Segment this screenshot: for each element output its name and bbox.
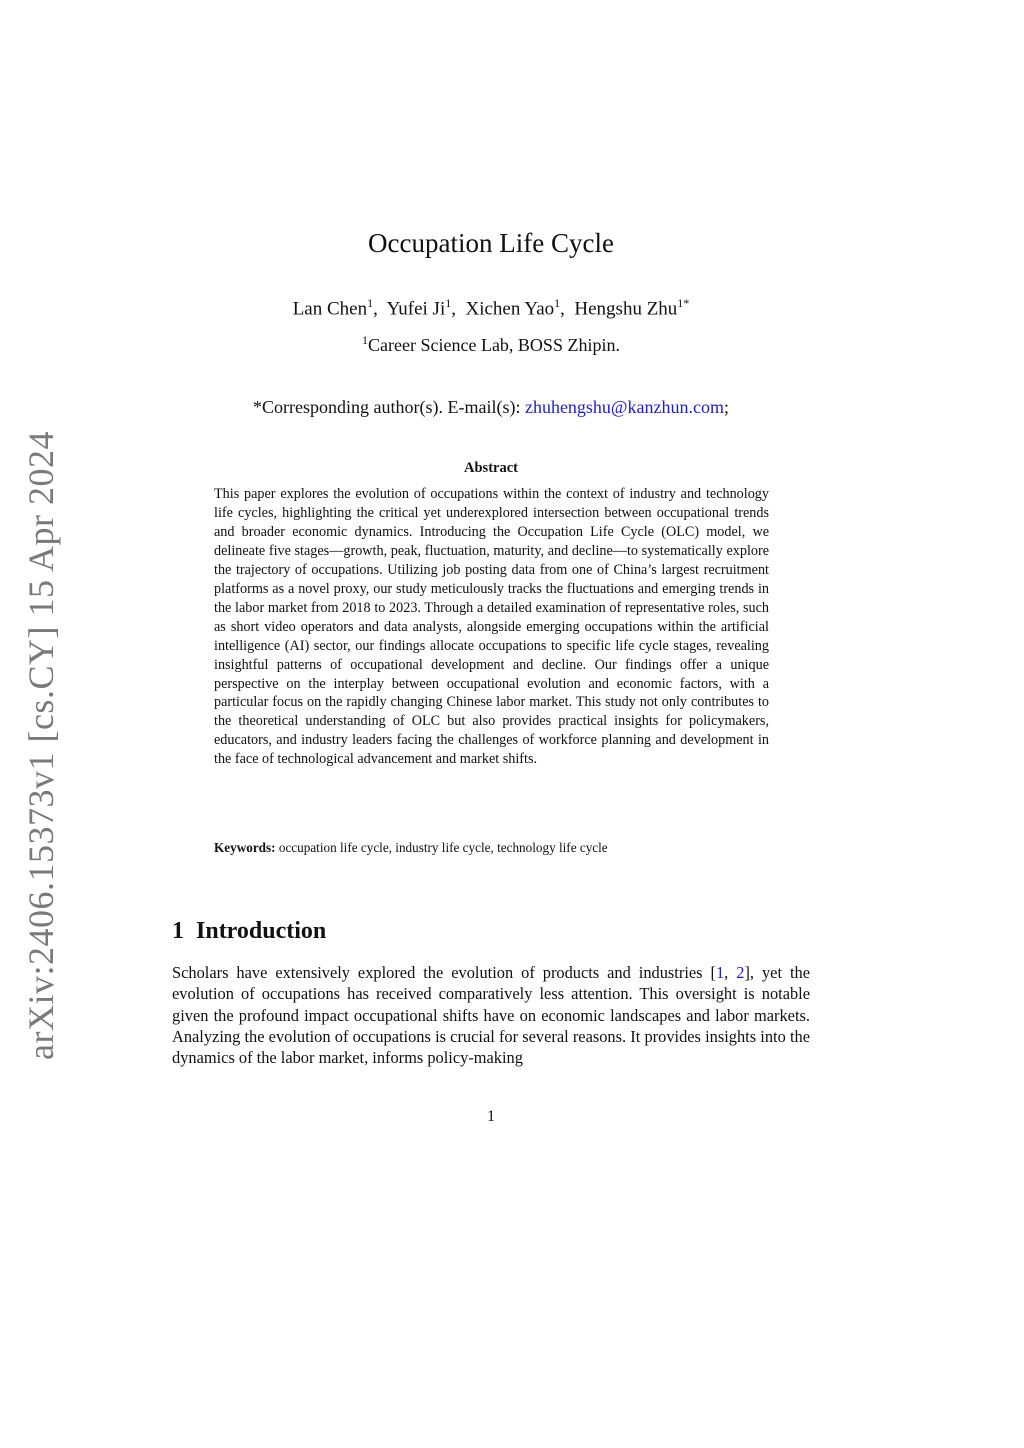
introduction-paragraph [172,962,810,1068]
citation-separator: , [724,963,737,982]
author-affiliation-mark: 1 [554,296,561,310]
intro-text-start: Scholars have extensively explored the evolution of products and industries [ [172,963,716,982]
arxiv-identifier: arXiv:2406.15373v1 [cs.CY] 15 Apr 2024 [21,431,61,1060]
keywords [214,840,774,856]
author-separator: , [373,298,387,320]
keywords-label: Keywords: [214,840,276,855]
affiliation [0,333,982,356]
affiliation-mark: 1 [362,333,369,347]
intro-text-rest: ], yet the evolution of occupations has received comparatively less attention. This oversight is notable given the profound impact occupational shifts have on economic landscapes and labor markets. Analyzing the evolution of occupations is crucial for several reasons. It provides insights into the dynamics of the labor market, informs policy-making [172,963,810,1068]
abstract-heading: Abstract [464,460,518,476]
page-number: 1 [487,1108,495,1125]
section-heading [172,918,326,945]
author-name: Hengshu Zhu [574,298,678,320]
author-affiliation-mark: 1 [445,296,452,310]
author-name: Xichen Yao [465,298,555,320]
author-separator: , [560,298,575,320]
citation-link[interactable]: 2 [736,963,745,982]
section-title: Introduction [196,918,327,944]
author-affiliation-mark: 1* [677,296,690,310]
author-affiliation-mark: 1 [367,296,374,310]
author-list [0,296,982,320]
citation-link[interactable]: 1 [715,963,725,982]
email-link[interactable]: zhuhengshu@kanzhun.com [524,397,724,417]
corresponding-prefix: *Corresponding author(s). E-mail(s): [253,397,525,417]
author-name: Yufei Ji [386,298,446,320]
author-separator: , [451,298,466,320]
corresponding-suffix: ; [723,397,729,417]
affiliation-text: Career Science Lab, BOSS Zhipin. [368,335,620,355]
section-number: 1 [172,918,184,944]
paper-title: Occupation Life Cycle [368,228,614,258]
corresponding-author [0,397,982,418]
abstract-text: This paper explores the evolution of occupations within the context of industry and technology life cycles, highlighting the critical yet underexplored intersection between occupational trends and broader economic dynamics. Introducing the Occupation Life Cycle (OLC) model, we delineate five stages—growth, peak, fluctuation, maturity, and decline—to systematically explore the trajectory of occupations. Utilizing job posting data from one of China’s largest recruitment platforms as a novel proxy, our study meticulously tracks the fluctuations and emerging trends in the labor market from 2018 to 2023. Through a detailed examination of representative roles, such as short video operators and data analysts, alongside emerging occupations within the artificial intelligence (AI) sector, our findings allocate occupations to specific life cycle stages, revealing insightful patterns of occupational development and decline. Our findings offer a unique perspective on the interplay between occupational evolution and economic factors, with a particular focus on the rapidly changing Chinese labor market. This study not only contributes to the theoretical understanding of OLC but also provides practical insights for policymakers, educators, and industry leaders facing the challenges of workforce planning and development in the face of technological advancement and market shifts. [214,486,769,768]
author-name: Lan Chen [292,298,368,320]
keywords-text: occupation life cycle, industry life cycle, technology life cycle [275,840,608,855]
